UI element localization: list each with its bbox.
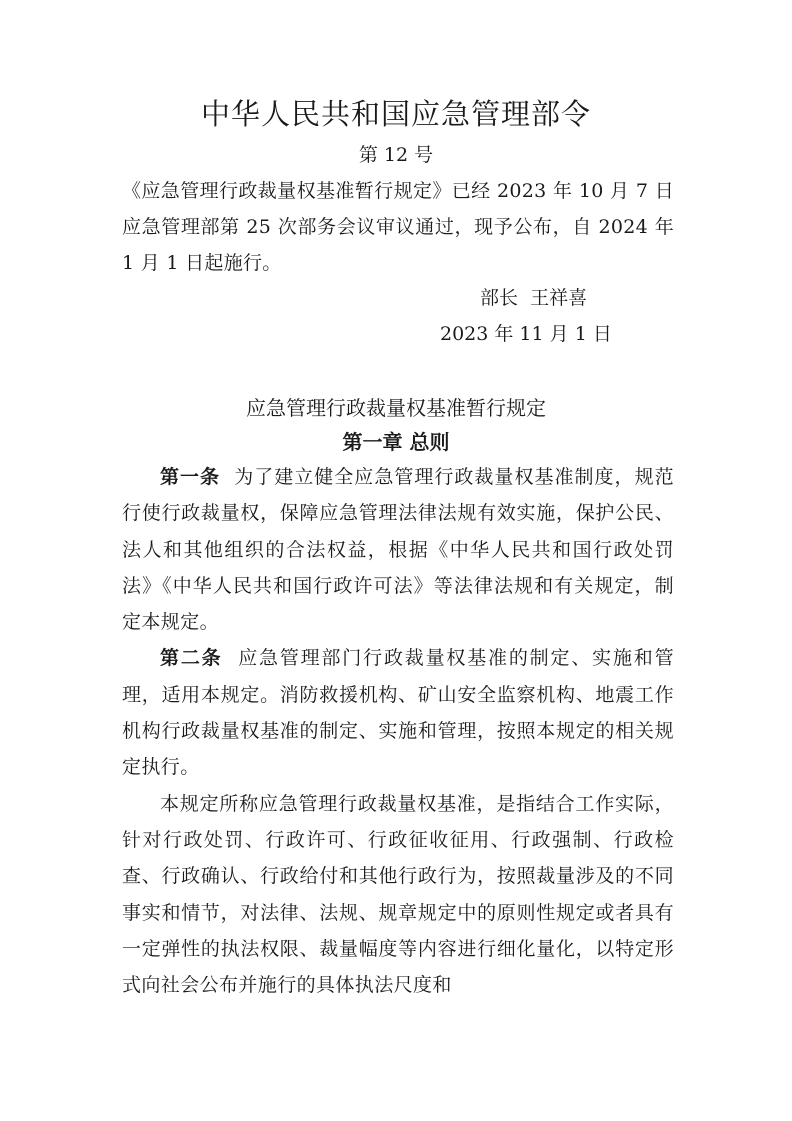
article-2: [122, 640, 674, 785]
regulation-title: 应急管理行政裁量权基准暂行规定: [246, 396, 546, 420]
chapter-heading: 第一章 总则: [342, 430, 450, 454]
signer: 部长 王祥喜: [480, 287, 588, 309]
decree-title: 中华人民共和国应急管理部令: [200, 97, 591, 131]
decree-date: 2023 年 11 月 1 日: [440, 323, 612, 345]
regulation-body: [122, 459, 674, 1003]
article-1-label: 第一条: [160, 466, 221, 488]
article-1-text: 为了建立健全应急管理行政裁量权基准制度，规范行使行政裁量权，保障应急管理法律法规有效实施，保护公民、法人和其他组织的合法权益，根据《中华人民共和国行政处罚法》《中华人民共和国行政许可法》等法律法规和有关规定，制定本规定。: [122, 466, 674, 634]
article-2-label: 第二条: [160, 647, 223, 670]
decree-text: 《应急管理行政裁量权基准暂行规定》已经 2023 年 10 月 7 日应急管理部第 25 次部务会议审议通过，现予公布，自 2024 年 1 月 1 日起施行。: [122, 180, 674, 274]
article-2-text: 应急管理部门行政裁量权基准的制定、实施和管理，适用本规定。消防救援机构、矿山安全监察机构、地震工作机构行政裁量权基准的制定、实施和管理，按照本规定的相关规定执行。: [122, 647, 675, 779]
article-2-paragraph-2: 本规定所称应急管理行政裁量权基准，是指结合工作实际，针对行政处罚、行政许可、行政征收征用、行政强制、行政检查、行政确认、行政给付和其他行政行为，按照裁量涉及的不同事实和情节，对法律、法规、规章规定中的原则性规定或者具有一定弹性的执法权限、裁量幅度等内容进行细化量化，以特定形式向社会公布并施行的具体执法尺度和: [122, 792, 674, 997]
order-number: 第 12 号: [358, 144, 434, 166]
article-1: [122, 459, 674, 640]
